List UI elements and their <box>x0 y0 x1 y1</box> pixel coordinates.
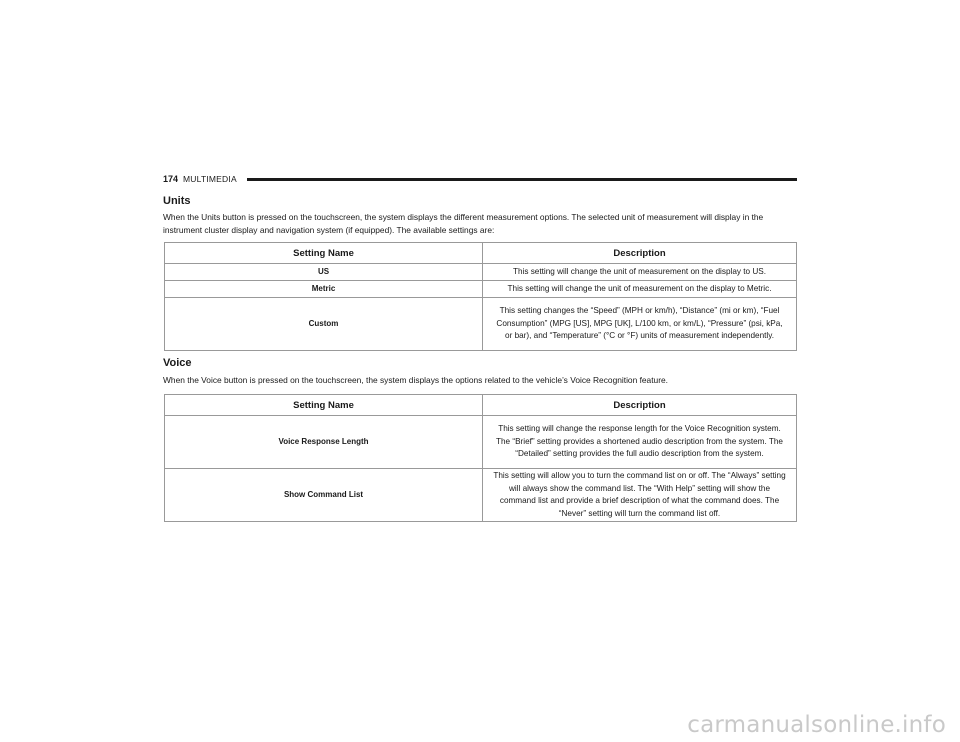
table-row <box>165 416 797 469</box>
setting-name-metric: Metric <box>165 281 483 298</box>
setting-name-custom: Custom <box>165 298 483 351</box>
voice-heading: Voice <box>163 357 192 369</box>
setting-description-voice-response-length: This setting will change the response length for the Voice Recognition system. The “Brief” setting provides a shortened audio description from the system. The “Detailed” setting provides the full audio description from the system. <box>483 416 797 469</box>
units-intro: When the Units button is pressed on the touchscreen, the system displays the different measurement options. The selected unit of measurement will display in the instrument cluster display and navigation system (if equipped). The available settings are: <box>163 212 764 235</box>
table-header-row <box>165 243 797 264</box>
page-number: 174 <box>163 174 179 184</box>
setting-description-us: This setting will change the unit of measurement on the display to US. <box>483 264 797 281</box>
table-row <box>165 281 797 298</box>
setting-name-voice-response-length: Voice Response Length <box>165 416 483 469</box>
units-table <box>164 242 797 351</box>
table-row <box>165 469 797 522</box>
setting-name-show-command-list: Show Command List <box>165 469 483 522</box>
page-header <box>163 172 797 186</box>
column-header-description: Description <box>483 395 797 416</box>
setting-name-us: US <box>165 264 483 281</box>
section-name: MULTIMEDIA <box>183 174 237 184</box>
voice-intro: When the Voice button is pressed on the touchscreen, the system displays the options related to the vehicle’s Voice Recognition feature. <box>163 375 668 385</box>
units-heading: Units <box>163 195 191 207</box>
column-header-description: Description <box>483 243 797 264</box>
column-header-setting-name: Setting Name <box>165 395 483 416</box>
table-header-row <box>165 395 797 416</box>
watermark: carmanualsonline.info <box>687 712 946 738</box>
setting-description-custom: This setting changes the “Speed” (MPH or km/h), “Distance” (mi or km), “Fuel Consumption” (MPG [US], MPG [UK], L/100 km, or km/L), “Pressure” (psi, kPa, or bar), and “Temperature” (°C or °F) units of measurement independently. <box>483 298 797 351</box>
voice-table <box>164 394 797 522</box>
table-row <box>165 264 797 281</box>
setting-description-metric: This setting will change the unit of measurement on the display to Metric. <box>483 281 797 298</box>
setting-description-show-command-list: This setting will allow you to turn the command list on or off. The “Always” setting will always show the command list. The “With Help” setting will show the command list and provide a brief description of what the command does. The “Never” setting will turn the command list off. <box>483 469 797 522</box>
column-header-setting-name: Setting Name <box>165 243 483 264</box>
table-row <box>165 298 797 351</box>
header-rule <box>247 178 797 181</box>
